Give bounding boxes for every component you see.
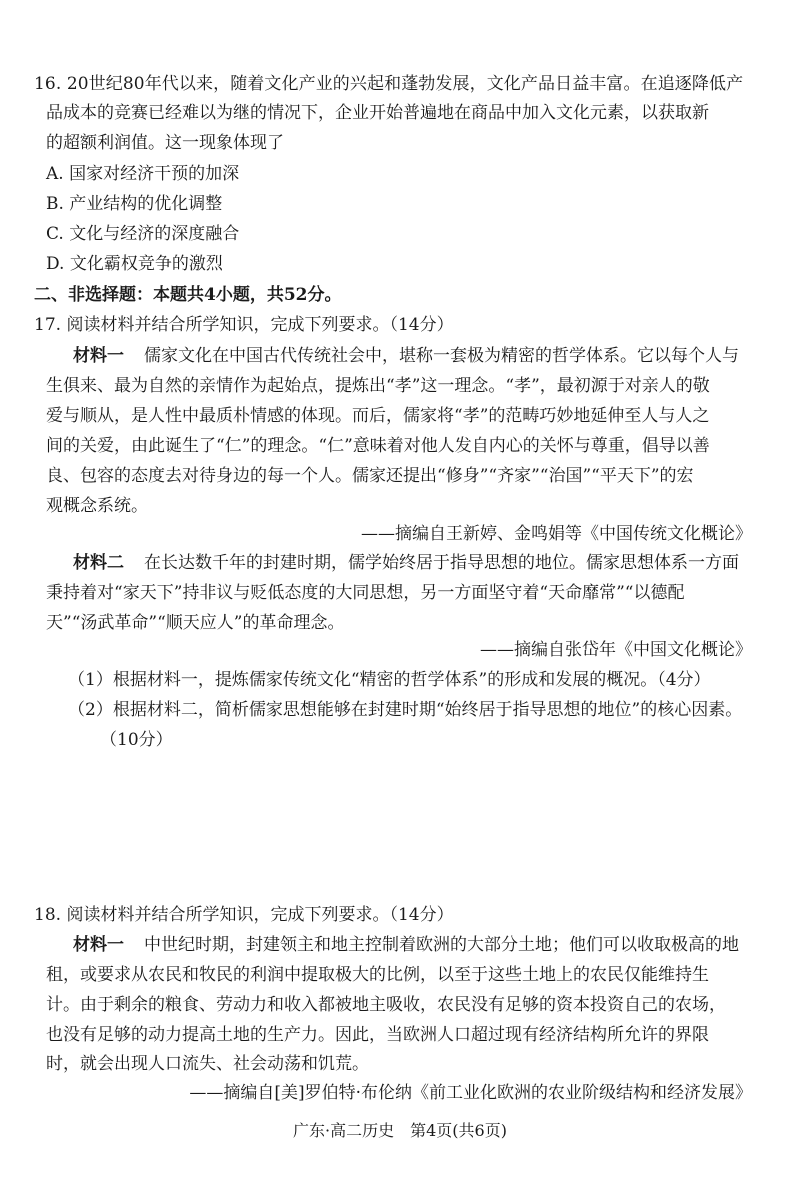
q16-option-c: C. 文化与经济的深度融合 (46, 224, 240, 244)
page-footer: 广东·高二历史 第4页(共6页) (293, 1121, 507, 1140)
q16-option-b: B. 产业结构的优化调整 (46, 194, 223, 214)
q17-material2-line-3: 天”“汤武革命”“顺天应人”的革命理念。 (46, 613, 345, 633)
q17-material1-line-4: 间的关爱，由此诞生了“仁”的理念。“仁”意味着对他人发自内心的关怀与尊重，倡导以善 (46, 436, 710, 456)
q17-material1-source: ——摘编自王新婷、金鸣娟等《中国传统文化概论》 (361, 524, 752, 544)
q18-material1-label: 材料一 (73, 935, 124, 955)
q18-material1-source: ——摘编自[美]罗伯特·布伦纳《前工业化欧洲的农业阶级结构和经济发展》 (189, 1083, 752, 1103)
q17-material2-label: 材料二 (73, 553, 124, 573)
q17-material2-line-2: 秉持着对“家天下”持非议与贬低态度的大同思想，另一方面坚守着“天命靡常”“以德配 (46, 583, 685, 603)
q17-question-2-points: （10分） (100, 730, 173, 750)
q17-material1-line-6: 观概念系统。 (46, 496, 148, 516)
q17-stem: 17. 阅读材料并结合所学知识，完成下列要求。（14分） (34, 315, 454, 335)
q18-material1-line-3: 计。由于剩余的粮食、劳动力和收入都被地主吸收，农民没有足够的资本投资自己的农场， (46, 995, 726, 1015)
q18-material1-line-5: 时，就会出现人口流失、社会动荡和饥荒。 (46, 1054, 369, 1074)
q16-option-d: D. 文化霸权竞争的激烈 (46, 254, 223, 274)
section-heading: 二、非选择题：本题共4小题，共52分。 (34, 285, 342, 305)
q17-material1-line-2: 生俱来、最为自然的亲情作为起始点，提炼出“孝”这一理念。“孝”，最初源于对亲人的敬 (46, 376, 710, 396)
q18-material1-line-1: 中世纪时期，封建领主和地主控制着欧洲的大部分土地；他们可以收取极高的地 (144, 935, 739, 955)
q17-question-2: （2）根据材料二，简析儒家思想能够在封建时期“始终居于指导思想的地位”的核心因素。 (68, 700, 743, 720)
q16-stem-line-2: 品成本的竞赛已经难以为继的情况下，企业开始普遍地在商品中加入文化元素，以获取新 (46, 103, 709, 123)
q18-stem: 18. 阅读材料并结合所学知识，完成下列要求。（14分） (34, 905, 454, 925)
q18-material1-line-2: 租，或要求从农民和牧民的利润中提取极大的比例，以至于这些土地上的农民仅能维持生 (46, 965, 709, 985)
q16-stem-line-1: 16. 20世纪80年代以来，随着文化产业的兴起和蓬勃发展，文化产品日益丰富。在追逐降低产 (34, 74, 744, 94)
q17-question-1: （1）根据材料一，提炼儒家传统文化“精密的哲学体系”的形成和发展的概况。（4分） (68, 670, 711, 690)
q17-material1-label: 材料一 (73, 346, 124, 366)
q18-material1-line-4: 也没有足够的动力提高土地的生产力。因此，当欧洲人口超过现有经济结构所允许的界限 (46, 1025, 709, 1045)
q16-stem-line-3: 的超额利润值。这一现象体现了 (46, 133, 284, 153)
q17-material1-line-5: 良、包容的态度去对待身边的每一个人。儒家还提出“修身”“齐家”“治国”“平天下”的宏 (46, 466, 694, 486)
q17-material1-line-1: 儒家文化在中国古代传统社会中，堪称一套极为精密的哲学体系。它以每个人与 (144, 346, 739, 366)
q17-material1-line-3: 爱与顺从，是人性中最质朴情感的体现。而后，儒家将“孝”的范畴巧妙地延伸至人与人之 (46, 406, 710, 426)
q16-option-a: A. 国家对经济干预的加深 (46, 164, 240, 184)
q17-material2-source: ——摘编自张岱年《中国文化概论》 (480, 640, 752, 660)
q17-material2-line-1: 在长达数千年的封建时期，儒学始终居于指导思想的地位。儒家思想体系一方面 (144, 553, 739, 573)
